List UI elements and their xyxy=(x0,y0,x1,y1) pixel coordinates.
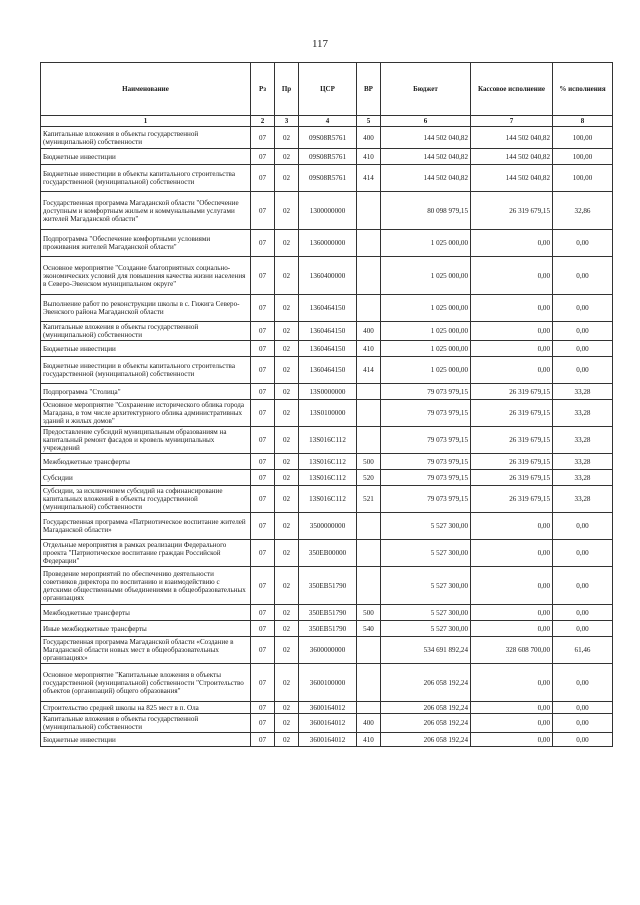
row-percent-execution: 0,00 xyxy=(553,664,613,702)
row-percent-execution: 0,00 xyxy=(553,605,613,621)
row-budget: 144 502 040,82 xyxy=(381,165,471,192)
row-percent-execution: 0,00 xyxy=(553,513,613,540)
row-percent-execution: 33,28 xyxy=(553,486,613,513)
row-pr: 02 xyxy=(275,605,299,621)
row-pr: 02 xyxy=(275,486,299,513)
row-vr xyxy=(357,427,381,454)
row-cash-execution: 26 319 679,15 xyxy=(471,454,553,470)
row-budget: 144 502 040,82 xyxy=(381,149,471,165)
row-name: Капитальные вложения в объекты государственной (муниципальной) собственности xyxy=(41,714,251,733)
row-cash-execution: 144 502 040,82 xyxy=(471,127,553,149)
row-cash-execution: 26 319 679,15 xyxy=(471,470,553,486)
row-vr: 521 xyxy=(357,486,381,513)
row-rz: 07 xyxy=(251,322,275,341)
row-csr: 1360000000 xyxy=(299,230,357,257)
row-name: Субсидии, за исключением субсидий на софинансирование капитальных вложений в объекты государственной (муниципальной) собственности xyxy=(41,486,251,513)
row-vr: 410 xyxy=(357,733,381,747)
table-row xyxy=(41,357,613,384)
row-budget: 5 527 300,00 xyxy=(381,567,471,605)
table-row xyxy=(41,621,613,637)
row-budget: 5 527 300,00 xyxy=(381,540,471,567)
row-vr xyxy=(357,230,381,257)
table-row xyxy=(41,714,613,733)
row-pr: 02 xyxy=(275,357,299,384)
row-budget: 534 691 892,24 xyxy=(381,637,471,664)
row-cash-execution: 26 319 679,15 xyxy=(471,486,553,513)
row-percent-execution: 33,28 xyxy=(553,454,613,470)
row-rz: 07 xyxy=(251,230,275,257)
row-budget: 206 058 192,24 xyxy=(381,702,471,714)
row-percent-execution: 0,00 xyxy=(553,295,613,322)
row-vr: 540 xyxy=(357,621,381,637)
row-percent-execution: 100,00 xyxy=(553,149,613,165)
table-row xyxy=(41,427,613,454)
row-csr: 13S016C112 xyxy=(299,470,357,486)
row-vr: 500 xyxy=(357,605,381,621)
row-cash-execution: 0,00 xyxy=(471,702,553,714)
row-percent-execution: 0,00 xyxy=(553,567,613,605)
row-rz: 07 xyxy=(251,257,275,295)
header-vr: ВР xyxy=(357,63,381,116)
row-rz: 07 xyxy=(251,513,275,540)
row-cash-execution: 328 608 700,00 xyxy=(471,637,553,664)
row-vr: 410 xyxy=(357,149,381,165)
row-csr: 3600100000 xyxy=(299,664,357,702)
row-rz: 07 xyxy=(251,470,275,486)
row-cash-execution: 0,00 xyxy=(471,540,553,567)
row-csr: 13S016C112 xyxy=(299,427,357,454)
row-rz: 07 xyxy=(251,454,275,470)
column-number: 6 xyxy=(381,116,471,127)
row-name: Подпрограмма "Столица" xyxy=(41,384,251,400)
row-cash-execution: 0,00 xyxy=(471,664,553,702)
row-vr: 520 xyxy=(357,470,381,486)
page-number: 117 xyxy=(311,38,329,50)
table-row xyxy=(41,567,613,605)
table-row xyxy=(41,322,613,341)
row-budget: 5 527 300,00 xyxy=(381,605,471,621)
row-csr: 13S0100000 xyxy=(299,400,357,427)
row-vr: 400 xyxy=(357,127,381,149)
row-csr: 3600164012 xyxy=(299,714,357,733)
table-row xyxy=(41,486,613,513)
row-budget: 1 025 000,00 xyxy=(381,357,471,384)
row-csr: 3500000000 xyxy=(299,513,357,540)
column-number: 5 xyxy=(357,116,381,127)
header-rz: Рз xyxy=(251,63,275,116)
row-pr: 02 xyxy=(275,341,299,357)
row-vr xyxy=(357,513,381,540)
row-vr xyxy=(357,540,381,567)
row-name: Бюджетные инвестиции xyxy=(41,341,251,357)
row-csr: 3600164012 xyxy=(299,702,357,714)
row-percent-execution: 0,00 xyxy=(553,257,613,295)
row-pr: 02 xyxy=(275,165,299,192)
table-row xyxy=(41,470,613,486)
row-percent-execution: 100,00 xyxy=(553,165,613,192)
row-vr: 414 xyxy=(357,165,381,192)
row-vr xyxy=(357,257,381,295)
row-budget: 79 073 979,15 xyxy=(381,470,471,486)
row-pr: 02 xyxy=(275,621,299,637)
row-rz: 07 xyxy=(251,637,275,664)
row-rz: 07 xyxy=(251,664,275,702)
row-name: Бюджетные инвестиции xyxy=(41,733,251,747)
header-cash-execution: Кассовое исполнение xyxy=(471,63,553,116)
row-name: Подпрограмма "Обеспечение комфортными условиями проживания жителей Магаданской области" xyxy=(41,230,251,257)
row-rz: 07 xyxy=(251,540,275,567)
row-percent-execution: 0,00 xyxy=(553,322,613,341)
row-vr: 410 xyxy=(357,341,381,357)
row-csr: 3600000000 xyxy=(299,637,357,664)
row-vr xyxy=(357,400,381,427)
row-csr: 13S016C112 xyxy=(299,486,357,513)
row-percent-execution: 32,86 xyxy=(553,192,613,230)
table-row xyxy=(41,637,613,664)
row-vr xyxy=(357,664,381,702)
row-vr: 400 xyxy=(357,714,381,733)
row-pr: 02 xyxy=(275,192,299,230)
row-budget: 79 073 979,15 xyxy=(381,427,471,454)
header-name: Наименование xyxy=(41,63,251,116)
table-row xyxy=(41,605,613,621)
row-name: Основное мероприятие "Капитальные вложения в объекты государственной (муниципальной) собственности "Строительство объектов (организаций) общего образования" xyxy=(41,664,251,702)
row-pr: 02 xyxy=(275,384,299,400)
row-budget: 206 058 192,24 xyxy=(381,733,471,747)
row-name: Проведение мероприятий по обеспечению деятельности советников директора по воспитанию и взаимодействию с детскими общественными объединениями в общеобразовательных организациях xyxy=(41,567,251,605)
row-vr: 400 xyxy=(357,322,381,341)
row-budget: 206 058 192,24 xyxy=(381,664,471,702)
row-cash-execution: 0,00 xyxy=(471,621,553,637)
row-budget: 79 073 979,15 xyxy=(381,400,471,427)
row-cash-execution: 26 319 679,15 xyxy=(471,384,553,400)
row-pr: 02 xyxy=(275,400,299,427)
row-pr: 02 xyxy=(275,637,299,664)
row-percent-execution: 0,00 xyxy=(553,733,613,747)
row-name: Бюджетные инвестиции в объекты капитального строительства государственной (муниципальной) собственности xyxy=(41,357,251,384)
row-name: Основное мероприятие "Сохранение исторического облика города Магадана, в том числе архитектурного облика административных зданий и жилых домов" xyxy=(41,400,251,427)
row-rz: 07 xyxy=(251,427,275,454)
header-percent-execution: % исполнения xyxy=(553,63,613,116)
row-pr: 02 xyxy=(275,322,299,341)
row-budget: 1 025 000,00 xyxy=(381,322,471,341)
row-name: Капитальные вложения в объекты государственной (муниципальной) собственности xyxy=(41,322,251,341)
header-budget: Бюджет xyxy=(381,63,471,116)
row-name: Государственная программа Магаданской области «Создание в Магаданской области новых мест в общеобразовательных организациях» xyxy=(41,637,251,664)
table-row xyxy=(41,165,613,192)
row-cash-execution: 0,00 xyxy=(471,295,553,322)
row-cash-execution: 0,00 xyxy=(471,357,553,384)
row-name: Межбюджетные трансферты xyxy=(41,454,251,470)
row-pr: 02 xyxy=(275,664,299,702)
row-cash-execution: 0,00 xyxy=(471,230,553,257)
row-rz: 07 xyxy=(251,384,275,400)
row-pr: 02 xyxy=(275,702,299,714)
row-rz: 07 xyxy=(251,702,275,714)
row-percent-execution: 0,00 xyxy=(553,540,613,567)
row-percent-execution: 61,46 xyxy=(553,637,613,664)
row-csr: 1360464150 xyxy=(299,295,357,322)
row-csr: 1360464150 xyxy=(299,341,357,357)
table-row xyxy=(41,257,613,295)
row-pr: 02 xyxy=(275,513,299,540)
row-budget: 79 073 979,15 xyxy=(381,384,471,400)
row-csr: 350EB00000 xyxy=(299,540,357,567)
row-pr: 02 xyxy=(275,470,299,486)
table-row xyxy=(41,540,613,567)
row-csr: 1360400000 xyxy=(299,257,357,295)
row-pr: 02 xyxy=(275,567,299,605)
row-budget: 1 025 000,00 xyxy=(381,341,471,357)
row-budget: 1 025 000,00 xyxy=(381,257,471,295)
row-pr: 02 xyxy=(275,427,299,454)
table-row xyxy=(41,384,613,400)
row-csr: 1360464150 xyxy=(299,322,357,341)
table-row xyxy=(41,664,613,702)
table-row xyxy=(41,230,613,257)
row-cash-execution: 144 502 040,82 xyxy=(471,165,553,192)
row-name: Государственная программа «Патриотическое воспитание жителей Магаданской области» xyxy=(41,513,251,540)
row-percent-execution: 0,00 xyxy=(553,230,613,257)
row-csr: 09S08R5761 xyxy=(299,149,357,165)
column-number: 8 xyxy=(553,116,613,127)
row-cash-execution: 26 319 679,15 xyxy=(471,192,553,230)
table-header-row xyxy=(41,63,613,116)
row-vr xyxy=(357,567,381,605)
row-budget: 144 502 040,82 xyxy=(381,127,471,149)
row-name: Бюджетные инвестиции в объекты капитального строительства государственной (муниципальной) собственности xyxy=(41,165,251,192)
row-csr: 1300000000 xyxy=(299,192,357,230)
row-percent-execution: 33,28 xyxy=(553,400,613,427)
row-rz: 07 xyxy=(251,149,275,165)
row-rz: 07 xyxy=(251,733,275,747)
row-cash-execution: 0,00 xyxy=(471,341,553,357)
row-cash-execution: 0,00 xyxy=(471,257,553,295)
row-vr xyxy=(357,295,381,322)
row-budget: 5 527 300,00 xyxy=(381,513,471,540)
row-rz: 07 xyxy=(251,621,275,637)
row-pr: 02 xyxy=(275,454,299,470)
column-number: 7 xyxy=(471,116,553,127)
row-cash-execution: 0,00 xyxy=(471,605,553,621)
row-csr: 350EB51790 xyxy=(299,621,357,637)
column-number-row xyxy=(41,116,613,127)
row-name: Субсидии xyxy=(41,470,251,486)
column-number: 2 xyxy=(251,116,275,127)
row-pr: 02 xyxy=(275,257,299,295)
row-vr xyxy=(357,192,381,230)
row-rz: 07 xyxy=(251,192,275,230)
row-budget: 1 025 000,00 xyxy=(381,230,471,257)
row-rz: 07 xyxy=(251,400,275,427)
row-rz: 07 xyxy=(251,127,275,149)
header-pr: Пр xyxy=(275,63,299,116)
table-row xyxy=(41,127,613,149)
row-name: Отдельные мероприятия в рамках реализации Федерального проекта "Патриотическое воспитание граждан Российской Федерации" xyxy=(41,540,251,567)
row-percent-execution: 0,00 xyxy=(553,341,613,357)
table-row xyxy=(41,702,613,714)
row-cash-execution: 0,00 xyxy=(471,322,553,341)
row-budget: 79 073 979,15 xyxy=(381,454,471,470)
row-vr: 500 xyxy=(357,454,381,470)
row-name: Бюджетные инвестиции xyxy=(41,149,251,165)
table-body xyxy=(41,127,613,747)
row-budget: 1 025 000,00 xyxy=(381,295,471,322)
column-number: 4 xyxy=(299,116,357,127)
row-rz: 07 xyxy=(251,567,275,605)
row-vr xyxy=(357,702,381,714)
row-percent-execution: 0,00 xyxy=(553,702,613,714)
row-pr: 02 xyxy=(275,295,299,322)
column-number: 1 xyxy=(41,116,251,127)
row-rz: 07 xyxy=(251,295,275,322)
row-pr: 02 xyxy=(275,149,299,165)
row-vr xyxy=(357,384,381,400)
table-row xyxy=(41,400,613,427)
row-percent-execution: 33,28 xyxy=(553,427,613,454)
row-name: Предоставление субсидий муниципальным образованиям на капитальный ремонт фасадов и кровель муниципальных учреждений xyxy=(41,427,251,454)
row-csr: 09S08R5761 xyxy=(299,127,357,149)
row-cash-execution: 26 319 679,15 xyxy=(471,427,553,454)
row-name: Основное мероприятие "Создание благоприятных социально-экономических условий для повышения качества жизни населения в Северо-Эвенском муниципальном округе" xyxy=(41,257,251,295)
row-cash-execution: 0,00 xyxy=(471,513,553,540)
row-name: Выполнение работ по реконструкции школы в с. Гижига Северо-Эвенского района Магаданской области xyxy=(41,295,251,322)
row-rz: 07 xyxy=(251,165,275,192)
row-csr: 350EB51790 xyxy=(299,605,357,621)
table-row xyxy=(41,513,613,540)
row-vr xyxy=(357,637,381,664)
row-pr: 02 xyxy=(275,230,299,257)
row-percent-execution: 100,00 xyxy=(553,127,613,149)
row-name: Иные межбюджетные трансферты xyxy=(41,621,251,637)
row-cash-execution: 144 502 040,82 xyxy=(471,149,553,165)
row-rz: 07 xyxy=(251,357,275,384)
row-budget: 79 073 979,15 xyxy=(381,486,471,513)
column-number: 3 xyxy=(275,116,299,127)
table-row xyxy=(41,733,613,747)
row-percent-execution: 0,00 xyxy=(553,621,613,637)
row-csr: 09S08R5761 xyxy=(299,165,357,192)
row-cash-execution: 0,00 xyxy=(471,567,553,605)
row-cash-execution: 26 319 679,15 xyxy=(471,400,553,427)
row-cash-execution: 0,00 xyxy=(471,733,553,747)
row-name: Строительство средней школы на 825 мест в п. Ола xyxy=(41,702,251,714)
row-rz: 07 xyxy=(251,486,275,513)
row-rz: 07 xyxy=(251,605,275,621)
budget-execution-table xyxy=(40,62,613,747)
row-pr: 02 xyxy=(275,714,299,733)
row-csr: 1360464150 xyxy=(299,357,357,384)
table-row xyxy=(41,341,613,357)
row-rz: 07 xyxy=(251,341,275,357)
row-pr: 02 xyxy=(275,127,299,149)
row-cash-execution: 0,00 xyxy=(471,714,553,733)
row-pr: 02 xyxy=(275,733,299,747)
row-name: Капитальные вложения в объекты государственной (муниципальной) собственности xyxy=(41,127,251,149)
row-budget: 206 058 192,24 xyxy=(381,714,471,733)
row-vr: 414 xyxy=(357,357,381,384)
table-row xyxy=(41,192,613,230)
row-csr: 3600164012 xyxy=(299,733,357,747)
row-rz: 07 xyxy=(251,714,275,733)
row-budget: 80 098 979,15 xyxy=(381,192,471,230)
header-csr: ЦСР xyxy=(299,63,357,116)
row-csr: 13S016C112 xyxy=(299,454,357,470)
row-pr: 02 xyxy=(275,540,299,567)
row-name: Межбюджетные трансферты xyxy=(41,605,251,621)
table-row xyxy=(41,149,613,165)
row-csr: 350EB51790 xyxy=(299,567,357,605)
row-percent-execution: 0,00 xyxy=(553,714,613,733)
table-row xyxy=(41,295,613,322)
row-budget: 5 527 300,00 xyxy=(381,621,471,637)
row-percent-execution: 33,28 xyxy=(553,384,613,400)
row-percent-execution: 33,28 xyxy=(553,470,613,486)
row-percent-execution: 0,00 xyxy=(553,357,613,384)
table-row xyxy=(41,454,613,470)
row-name: Государственная программа Магаданской области "Обеспечение доступным и комфортным жильем и коммунальными услугами жителей Магаданской области" xyxy=(41,192,251,230)
row-csr: 13S0000000 xyxy=(299,384,357,400)
